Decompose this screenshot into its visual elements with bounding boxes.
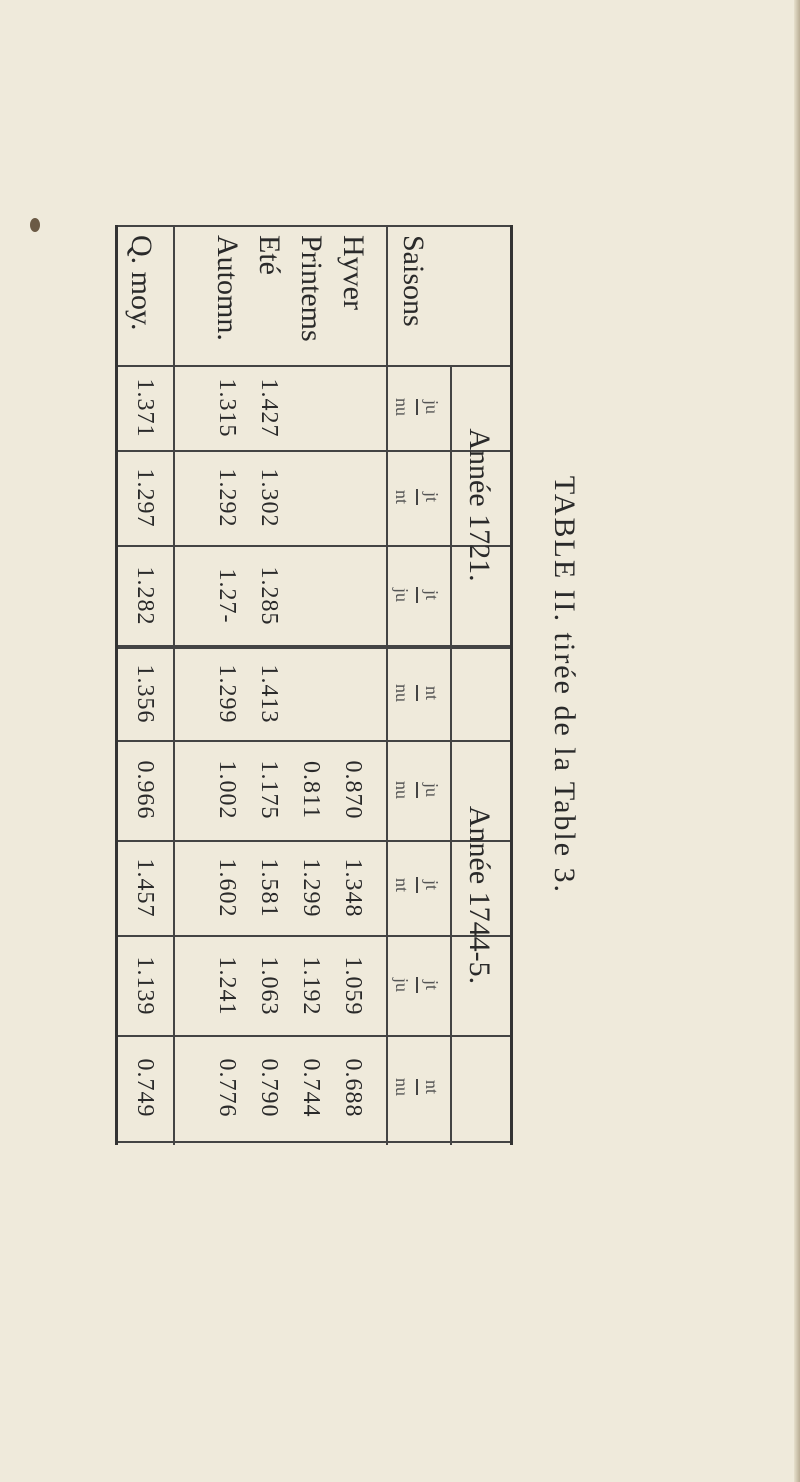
table-cell: 0.811 <box>298 760 324 820</box>
seasons-header: Saisons <box>397 235 430 327</box>
moy-cell: 1.371 <box>132 378 158 438</box>
subhead-3: jt ju <box>392 587 442 602</box>
subhead-2: jt nt <box>392 489 442 504</box>
rule-year-header <box>450 365 452 1145</box>
table-title: TABLE II. tirée de la Table 3. <box>548 475 581 895</box>
paper-edge <box>794 0 800 1482</box>
table-cell: 1.413 <box>256 664 282 724</box>
moy-cell: 1.282 <box>132 566 158 626</box>
subhead-6: jt nt <box>392 877 442 892</box>
table-cell: 1.192 <box>298 956 324 1016</box>
moy-label: Q. moy. <box>125 235 158 331</box>
table-cell: 1.427 <box>256 378 282 438</box>
year-1721: Année 1721. <box>463 428 496 582</box>
table-cell: 1.175 <box>256 760 282 820</box>
table-cell: 1.602 <box>214 858 240 918</box>
rotated-page <box>113 225 581 1145</box>
moy-cell: 1.457 <box>132 858 158 918</box>
moy-cell: 1.356 <box>132 664 158 724</box>
table-cell: 1.581 <box>256 858 282 918</box>
table-cell: 1.285 <box>256 566 282 626</box>
frame-left <box>118 225 510 227</box>
subhead-8: nt nu <box>392 1078 442 1096</box>
ink-speck <box>30 218 40 232</box>
table-cell: 1.299 <box>298 858 324 918</box>
table-cell: 1.348 <box>340 858 366 918</box>
table-cell: 1.002 <box>214 760 240 820</box>
table-cell: 1.241 <box>214 956 240 1016</box>
subhead-5: ju nu <box>392 781 442 799</box>
table-cell: 0.688 <box>340 1058 366 1118</box>
table-cell: 0.870 <box>340 760 366 820</box>
subhead-1: ju nu <box>392 398 442 416</box>
season-printems: Printems <box>295 235 328 342</box>
year-1744: Année 1744-5. <box>463 805 496 985</box>
season-ete: Eté <box>253 235 286 275</box>
table-cell: 1.27- <box>214 568 240 624</box>
table-cell: 0.790 <box>256 1058 282 1118</box>
moy-cell: 0.966 <box>132 760 158 820</box>
table-cell: 0.776 <box>214 1058 240 1118</box>
moy-cell: 1.297 <box>132 468 158 528</box>
rule-header-body <box>386 225 388 1145</box>
subhead-4: nt nu <box>392 684 442 702</box>
table-cell: 1.292 <box>214 468 240 528</box>
table-frame <box>115 225 513 1145</box>
table-cell: 1.299 <box>214 664 240 724</box>
table-cell: 1.063 <box>256 956 282 1016</box>
table-cell: 1.059 <box>340 956 366 1016</box>
season-hyver: Hyver <box>337 235 370 310</box>
season-automne: Automn. <box>211 235 244 341</box>
table-cell: 1.302 <box>256 468 282 528</box>
table-cell: 1.315 <box>214 378 240 438</box>
moy-cell: 0.749 <box>132 1058 158 1118</box>
rule-body-moy <box>173 225 175 1145</box>
table-cell: 0.744 <box>298 1058 324 1118</box>
moy-cell: 1.139 <box>132 956 158 1016</box>
subhead-7: jt ju <box>392 977 442 992</box>
